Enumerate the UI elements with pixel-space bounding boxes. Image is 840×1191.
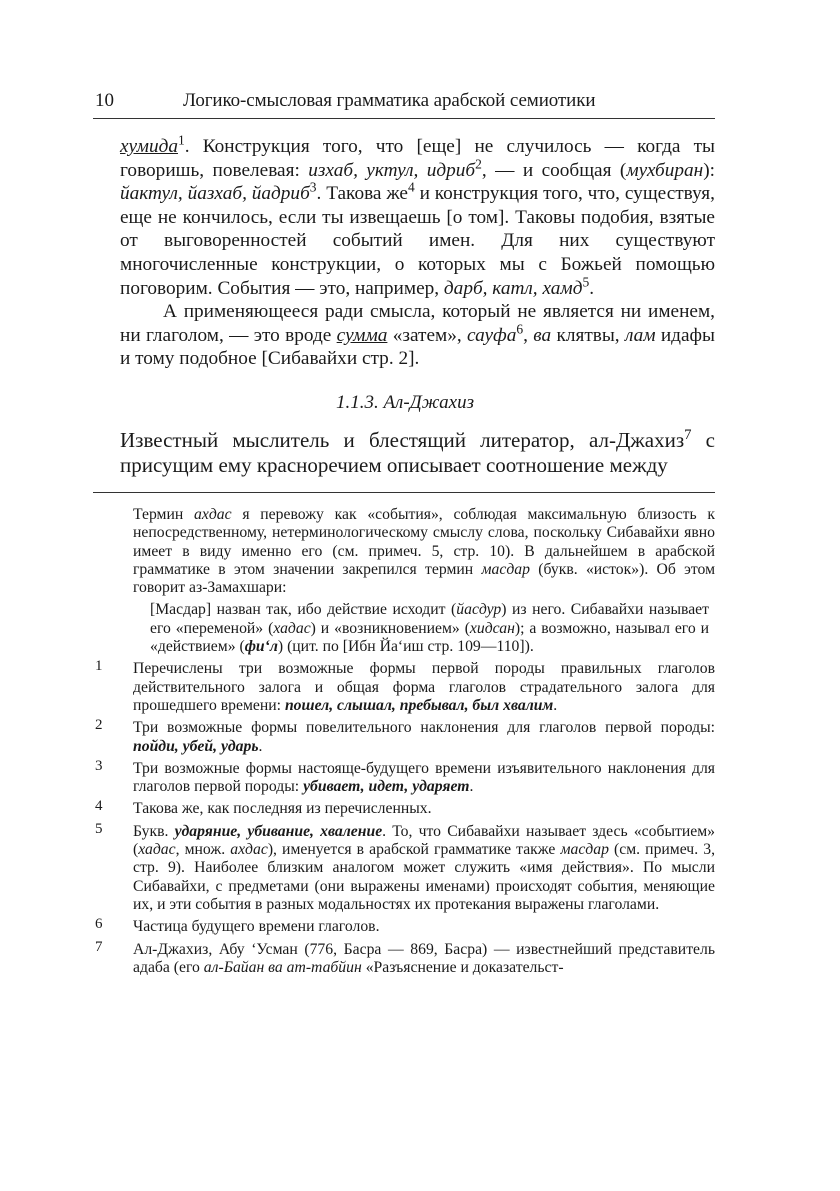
text-run: ) и «возникновением» ( [310, 619, 470, 637]
text-run: Три возможные формы настояще-будущего времени изъявительного наклонения для глаголов первой породы: [133, 759, 715, 796]
text-run: я перевожу как «события», соблюдая максимальную близость к непосредственному, нетерминологическому смыслу слова, поскольку Сибавайхи явно имеет в виду именно его (см. примеч. 5, стр. 10). В дальнейшем в арабской грамматике в этом значении закрепился термин [133, 506, 715, 578]
footnote-continuation [95, 506, 715, 597]
footnote-number: 1 [95, 658, 103, 675]
arabic-term: хидсан [469, 619, 515, 637]
text-run: , — и сообщая ( [481, 159, 627, 181]
footnote-rule [93, 492, 715, 493]
text-run: Термин [133, 506, 195, 523]
text-run: Три возможные формы повелительного наклонения для глаголов первой породы: [133, 719, 715, 737]
text-run: , множ. [175, 841, 231, 859]
text-run: ), именуется в арабской грамматике также [267, 841, 561, 859]
arabic-term: хадас [273, 619, 311, 637]
footnotes [95, 506, 715, 977]
gloss: убивает, идет, ударяет [303, 778, 470, 796]
arabic-term: йактул, йазхаб, йадриб [120, 183, 310, 205]
text-run: ): [703, 159, 715, 181]
main-text [120, 132, 715, 371]
arabic-term: сауфа [467, 324, 517, 346]
footnote-4 [95, 800, 715, 818]
text-run: клятвы, [551, 324, 625, 346]
arabic-term: фи‘л [244, 638, 278, 656]
text-run: . То, что Сибавайхи называет здесь «событием» ( [133, 822, 715, 859]
text-run: идафы и тому подобное [Сибавайхи стр. 2]. [120, 324, 715, 370]
gloss: ударяние, убивание, хваление [174, 822, 383, 840]
arabic-term: масдар [560, 841, 609, 859]
footnote-2 [95, 719, 715, 756]
footnote-ref[interactable]: 5 [582, 274, 590, 290]
text-run: ); а возможно, называл его и «действием» ( [150, 619, 710, 656]
footnote-6 [95, 918, 715, 936]
footnote-1 [95, 660, 715, 715]
footnote-ref[interactable]: 4 [407, 179, 415, 195]
text-run: Известный мыслитель и блестящий литератор, ал-Джахиз [120, 428, 685, 452]
footnote-ref[interactable]: 1 [177, 132, 185, 148]
text-run: [Масдар] назван так, ибо действие исходит ( [150, 601, 457, 619]
arabic-term: лам [624, 324, 656, 346]
arabic-term: дарб, катл, хамд [443, 277, 583, 299]
page-number: 10 [95, 90, 114, 111]
footnote-number: 5 [95, 820, 103, 837]
text-run: ) (цит. по [Ибн Йа‘иш стр. 109—110]). [277, 638, 534, 656]
text-run: ) из него. Сибавайхи называет его «переменой» ( [150, 601, 709, 637]
section-heading: 1.1.3. Ал-Джахиз [335, 392, 475, 413]
footnote-number: 7 [95, 938, 103, 955]
footnote-ref[interactable]: 2 [475, 156, 482, 172]
footnote-number: 3 [95, 757, 103, 774]
text-run: . Конструкция того, что [еще] не случилось — когда ты говоришь, повелевая: [120, 136, 715, 181]
arabic-term: ахдас [194, 506, 232, 523]
section-text [120, 428, 715, 478]
text-run: Частица будущего времени глаголов. [133, 918, 380, 936]
arabic-term: сумма [336, 324, 388, 346]
paragraph-1 [120, 132, 715, 300]
arabic-term: изхаб, уктул, идриб [308, 159, 476, 181]
text-run: (см. примеч. 3, стр. 9). Наиболее близким аналогом может служить «имя действия». По мысли Сибавайхи, с предметами (они выражены именами) происходят события, меняющие их, и эти события в разных модальностях их протекания выражены глаголами. [133, 841, 715, 913]
paragraph-2 [120, 300, 715, 371]
arabic-term: хадас [138, 841, 176, 859]
text-run: Перечислены три возможные формы первой породы правильных глаголов действительного залога и общая форма глаголов страдательного залога для прошедшего времени: [133, 660, 715, 714]
text-run: Ал-Джахиз, Абу ‘Усман (776, Басра — 869, Басра) — известнейший представитель адаба (его [133, 940, 715, 976]
footnote-5 [95, 820, 715, 914]
footnote-number: 2 [95, 717, 103, 734]
text-run: . [553, 696, 558, 714]
text-run: . [589, 277, 595, 299]
gloss: пошел, слышал, пребывал, был хвалим [284, 696, 554, 714]
arabic-term: масдар [481, 560, 530, 578]
footnote-number: 6 [95, 916, 103, 933]
text-run: . Такова же [316, 183, 408, 205]
arabic-term: ахдас [230, 841, 268, 859]
arabic-term: хумида [120, 136, 178, 157]
running-title: Логико-смысловая грамматика арабской семиотики [183, 90, 596, 111]
header-rule [93, 118, 715, 119]
block-quote [95, 601, 715, 656]
text-run: (букв. «исток»). Об этом говорит аз-Замахшари: [133, 560, 715, 597]
running-header [95, 90, 715, 120]
arabic-term: мухбиран [626, 159, 704, 181]
gloss: пойди, убей, ударь [133, 737, 259, 755]
text-run: «Разъяснение и доказательст- [361, 958, 564, 976]
arabic-term: йасдур [456, 601, 502, 619]
text-run: и конструкция того, что, существуя, еще не кончилось, если ты извещаешь [о том]. Таковы подобия, взятые от выговоренностей событий имен. Для них существуют многочисленные конструкции, о которых мы с Божьей помощью поговорим. События — это, например, [120, 183, 715, 299]
text-run: Букв. [133, 822, 175, 840]
text-run: , [523, 324, 534, 346]
text-run: Такова же, как последняя из перечисленных. [133, 800, 432, 818]
footnote-ref[interactable]: 7 [684, 427, 692, 443]
text-run: с присущим ему красноречием описывает соотношение между [120, 428, 716, 477]
text-run: . [258, 737, 263, 755]
footnote-number: 4 [95, 798, 103, 815]
text-run: А применяющееся ради смысла, который не является ни именем, ни глаголом, — это вроде [120, 301, 715, 346]
footnote-ref[interactable]: 3 [309, 179, 317, 195]
footnote-3 [95, 757, 715, 797]
text-run: «затем», [387, 324, 468, 346]
arabic-term: ал-Байан ва ат-табйин [203, 958, 362, 976]
footnote-7 [95, 938, 715, 978]
text-run: . [469, 778, 474, 796]
arabic-term: ва [533, 324, 552, 346]
footnote-ref[interactable]: 6 [516, 321, 524, 337]
